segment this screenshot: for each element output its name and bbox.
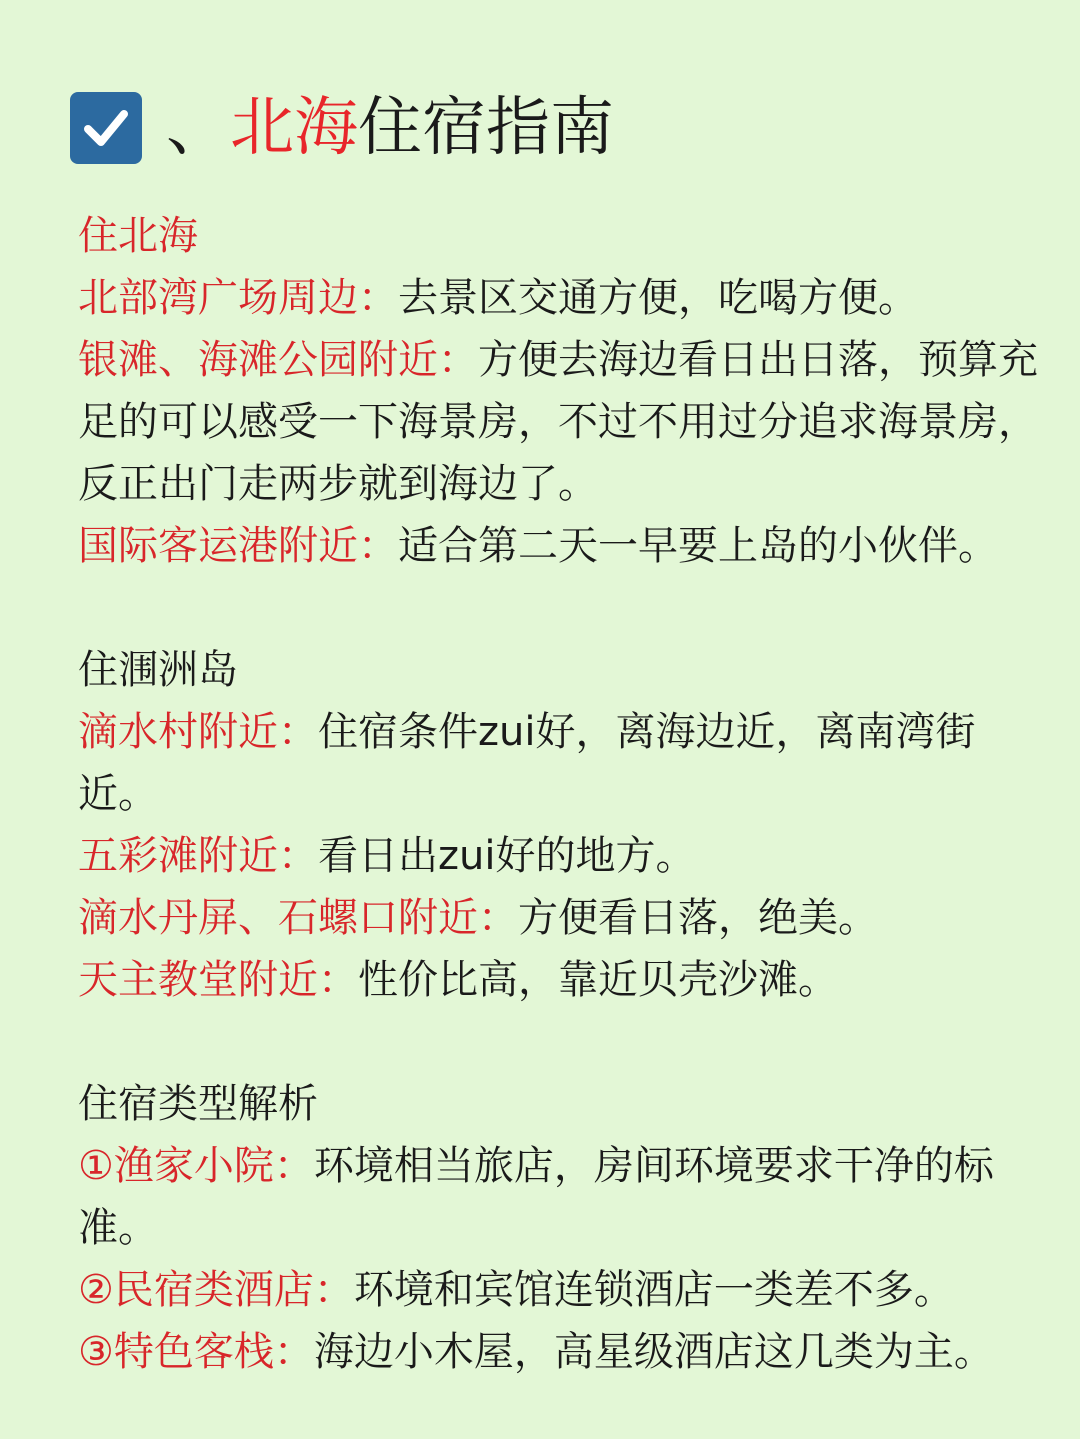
list-item <box>78 825 1038 887</box>
section-spacer <box>78 1011 1038 1073</box>
list-item <box>78 949 1038 1011</box>
item-text: 环境和宾馆连锁酒店一类差不多。 <box>353 1267 954 1313</box>
list-item <box>78 1259 1038 1321</box>
list-item <box>78 1135 1038 1259</box>
item-label: ②民宿类酒店： <box>78 1267 354 1313</box>
section-heading-types: 住宿类型解析 <box>78 1081 318 1127</box>
item-text: 方便去海边看日出日落，预算充足的可以感受一下海景房，不过不用过分追求海景房，反正出门走两步就到海边了。 <box>78 337 1038 507</box>
title-separator: 、 <box>166 91 230 165</box>
title-rest: 住宿指南 <box>358 91 614 165</box>
item-text: 环境相当旅店，房间环境要求干净的标准。 <box>78 1143 994 1251</box>
check-box-icon <box>70 92 142 164</box>
guide-content <box>78 205 1038 1383</box>
page-title <box>70 88 614 168</box>
item-label: 银滩、海滩公园附近： <box>78 337 478 383</box>
list-item <box>78 1321 1038 1383</box>
item-label: ①渔家小院： <box>78 1143 314 1189</box>
title-highlight: 北海 <box>230 91 358 165</box>
section-heading-weizhou: 住涠洲岛 <box>78 647 238 693</box>
item-label: 北部湾广场周边： <box>78 275 398 321</box>
item-text: 看日出zui好的地方。 <box>318 833 696 879</box>
list-item <box>78 267 1038 329</box>
item-label: 滴水丹屏、石螺口附近： <box>78 895 518 941</box>
item-text: 方便看日落，绝美。 <box>518 895 878 941</box>
item-label: 滴水村附近： <box>78 709 318 755</box>
item-label: ③特色客栈： <box>78 1329 314 1375</box>
section-spacer <box>78 577 1038 639</box>
item-label: 天主教堂附近： <box>78 957 358 1003</box>
section-heading-beihai: 住北海 <box>78 213 198 259</box>
item-label: 国际客运港附近： <box>78 523 398 569</box>
list-item <box>78 329 1038 515</box>
item-text: 适合第二天一早要上岛的小伙伴。 <box>398 523 998 569</box>
item-text: 去景区交通方便，吃喝方便。 <box>398 275 918 321</box>
item-label: 五彩滩附近： <box>78 833 318 879</box>
item-text: 海边小木屋，高星级酒店这几类为主。 <box>313 1329 994 1375</box>
item-text: 住宿条件zui好，离海边近，离南湾街近。 <box>78 709 976 817</box>
list-item <box>78 887 1038 949</box>
item-text: 性价比高，靠近贝壳沙滩。 <box>358 957 838 1003</box>
list-item <box>78 701 1038 825</box>
list-item <box>78 515 1038 577</box>
